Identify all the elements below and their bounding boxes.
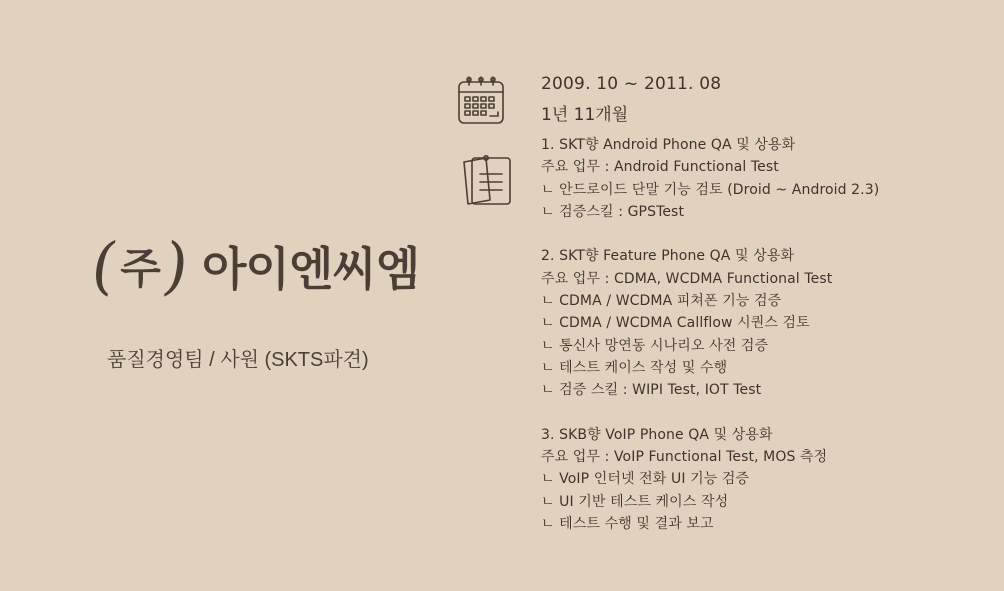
company-name: 아이엔씨엠 xyxy=(201,242,420,296)
employment-duration: 1년 11개월 xyxy=(541,105,629,125)
project-list xyxy=(541,134,879,535)
company-title xyxy=(86,226,420,306)
project-1 xyxy=(541,134,879,223)
project-detail: ㄴ CDMA / WCDMA Callflow 시퀀스 검토 xyxy=(541,315,810,332)
project-title: 1. SKT향 Android Phone QA 및 상용화 xyxy=(541,137,796,153)
project-detail: ㄴ UI 기반 테스트 케이스 작성 xyxy=(541,493,729,510)
memo-icon xyxy=(458,152,514,214)
project-detail: ㄴ CDMA / WCDMA 피쳐폰 기능 검증 xyxy=(541,293,782,310)
company-type: 주 xyxy=(120,244,160,293)
project-detail: ㄴ 안드로이드 단말 기능 검토 (Droid ~ Android 2.3) xyxy=(541,181,880,198)
company-paren-open: ( xyxy=(86,229,122,302)
project-detail: ㄴ 검증 스킬 : WIPI Test, IOT Test xyxy=(541,382,762,399)
calendar-icon xyxy=(456,74,506,130)
company-paren-close: ) xyxy=(158,229,194,302)
project-detail: ㄴ 테스트 수행 및 결과 보고 xyxy=(541,516,714,533)
project-detail: 주요 업무 : Android Functional Test xyxy=(541,159,779,176)
project-detail: ㄴ 테스트 케이스 작성 및 수행 xyxy=(541,359,728,376)
project-title: 2. SKT향 Feature Phone QA 및 상용화 xyxy=(541,248,795,265)
project-detail: 주요 업무 : VoIP Functional Test, MOS 측정 xyxy=(541,449,828,466)
project-detail: ㄴ 통신사 망연동 시나리오 사전 검증 xyxy=(541,337,769,354)
employment-period: 2009. 10 ~ 2011. 08 xyxy=(541,74,722,94)
project-detail: ㄴ 검증스킬 : GPSTest xyxy=(541,203,685,220)
project-detail: ㄴ VoIP 인터넷 전화 UI 기능 검증 xyxy=(541,471,750,488)
project-3 xyxy=(541,424,879,535)
job-position: 품질경영팀 / 사원 (SKTS파견) xyxy=(107,349,369,371)
project-detail: 주요 업무 : CDMA, WCDMA Functional Test xyxy=(541,270,833,287)
project-2 xyxy=(541,245,879,401)
project-title: 3. SKB향 VoIP Phone QA 및 상용화 xyxy=(541,426,773,443)
